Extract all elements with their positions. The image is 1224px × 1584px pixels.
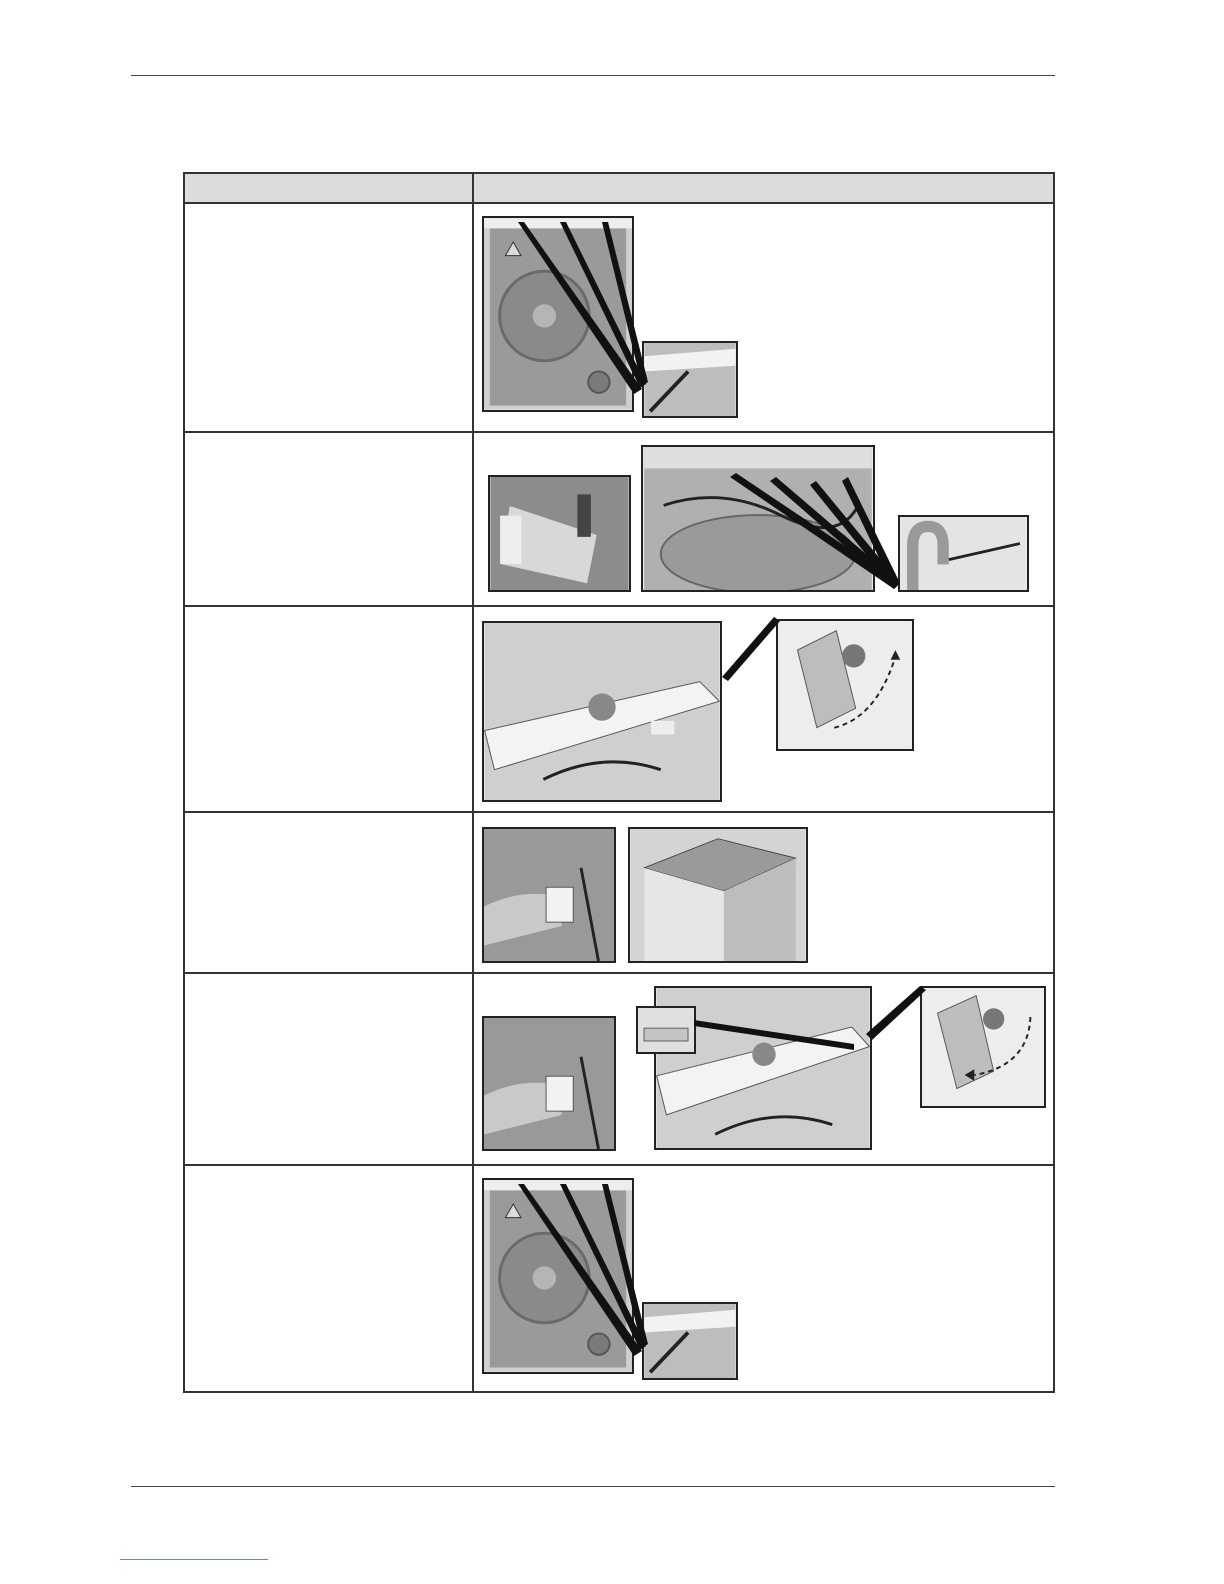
- procedure-table: [183, 172, 1055, 1393]
- connector-reattach-photo: [482, 1016, 616, 1151]
- connector-hand-photo: [482, 827, 616, 963]
- figure-column-header: [473, 173, 1054, 203]
- table-row: [184, 973, 1054, 1165]
- panel-tilt-detail-photo: [776, 619, 914, 751]
- header-rule: [131, 75, 1055, 76]
- step-text: [184, 432, 473, 606]
- table-row: [184, 432, 1054, 606]
- step-text: [184, 203, 473, 432]
- dryer-rear-panel-screws-figure: [473, 203, 1054, 432]
- hyperlink-underline[interactable]: [120, 1559, 268, 1560]
- step-text: [184, 973, 473, 1165]
- step-column-header: [184, 173, 473, 203]
- table-row: [184, 1165, 1054, 1392]
- top-open-cabinet-photo: [628, 827, 808, 963]
- reassemble-control-panel-figure: [473, 973, 1054, 1165]
- step-text: [184, 812, 473, 973]
- connector-detail-photo: [488, 475, 631, 592]
- dryer-rear-photo: [482, 216, 634, 412]
- table-row: [184, 203, 1054, 432]
- tab-detail-photo: [636, 1006, 696, 1054]
- step-text: [184, 606, 473, 812]
- lift-control-panel-figure: [473, 606, 1054, 812]
- step-text: [184, 1165, 473, 1392]
- footer-rule: [131, 1486, 1055, 1487]
- wire-hook-detail-photo: [898, 515, 1029, 592]
- dryer-rear-panel-screws-refit-figure: [473, 1165, 1054, 1392]
- panel-hinge-detail-photo: [920, 986, 1046, 1108]
- drum-top-photo: [641, 445, 875, 592]
- table-row: [184, 606, 1054, 812]
- screw-refit-detail-photo: [642, 1302, 738, 1380]
- disconnect-connector-figure: [473, 812, 1054, 973]
- screw-detail-photo: [642, 341, 738, 418]
- control-panel-lift-photo: [482, 621, 722, 802]
- table-row: [184, 812, 1054, 973]
- dryer-rear-photo-refit: [482, 1178, 634, 1374]
- control-panel-wiring-hook-figure: [473, 432, 1054, 606]
